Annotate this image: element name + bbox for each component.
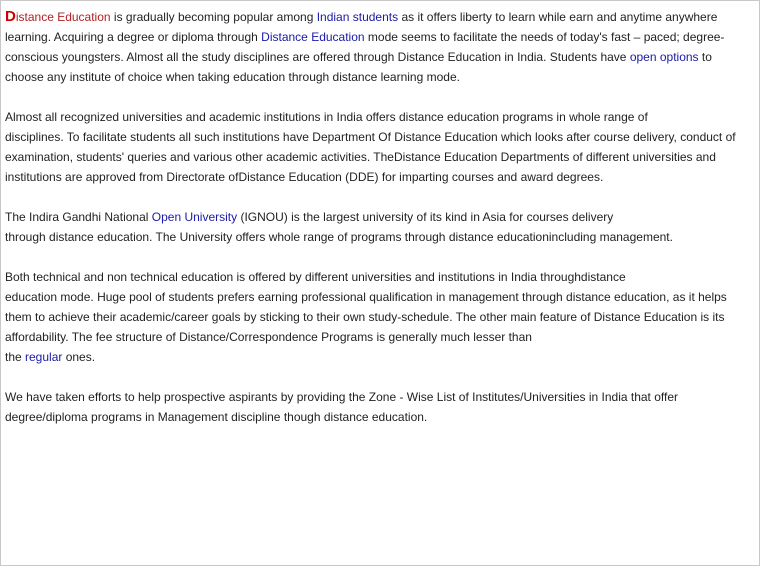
link-open-university[interactable]: Open University <box>151 210 238 224</box>
paragraph-text: ones. <box>62 350 96 364</box>
paragraph-intro <box>5 7 753 87</box>
link-distance-education[interactable]: istance Education <box>15 10 111 24</box>
link-regular[interactable]: regular <box>25 350 63 364</box>
link-open-options[interactable]: open options <box>629 50 699 64</box>
paragraph-technical <box>5 267 753 367</box>
paragraph-text: mode seems to facilitate the needs of today's fast – paced; degree-conscious youngsters. Almost all the study disciplines are offered through Distance Education in India. Students have <box>5 30 725 64</box>
paragraph-text: the <box>5 350 26 364</box>
paragraph-ignou <box>5 207 753 247</box>
paragraph-text: The Indira Gandhi National <box>5 210 152 224</box>
paragraph-text: We have taken efforts to help prospective aspirants by providing the Zone - Wise List of Institutes/Universities in India that offer degree/diploma programs in Management discipline though distance education. <box>5 390 679 424</box>
paragraph-text: education mode. Huge pool of students prefers earning professional qualification in management through distance education, as it helps them to achieve their academic/career goals by sticking to their own study-schedule. The other main feature of Distance Education is its affordability. The fee structure of Distance/Correspondence Programs is generally much lesser than <box>5 290 727 344</box>
dropcap-letter: D <box>5 8 16 25</box>
paragraph-text: is gradually becoming popular among <box>110 10 317 24</box>
link-distance-education-2[interactable]: Distance Education <box>261 30 365 44</box>
paragraph-text: through distance education. The University offers whole range of programs through distance educationincluding management. <box>5 230 673 244</box>
paragraph-text: Almost all recognized universities and academic institutions in India offers distance education programs in whole range of <box>5 110 648 124</box>
paragraph-text: (IGNOU) is the largest university of its kind in Asia for courses delivery <box>237 210 614 224</box>
paragraph-universities <box>5 107 753 187</box>
link-indian-students[interactable]: Indian students <box>316 10 399 24</box>
paragraph-zone-list <box>5 387 753 427</box>
paragraph-text: Both technical and non technical education is offered by different universities and institutions in India throughdistance <box>5 270 626 284</box>
paragraph-text: to choose any institute of choice when taking education through distance learning mode. <box>5 50 712 84</box>
paragraph-text: as it offers liberty to learn while earn and anytime anywhere learning. Acquiring a degree or diploma through <box>5 10 718 44</box>
paragraph-text: disciplines. To facilitate students all such institutions have Department Of Distance Education which looks after course delivery, conduct of examination, students' queries and various other academic activities. TheDistance Education Departments of different universities and institutions are approved from Directorate ofDistance Education (DDE) for imparting courses and award degrees. <box>5 130 736 184</box>
